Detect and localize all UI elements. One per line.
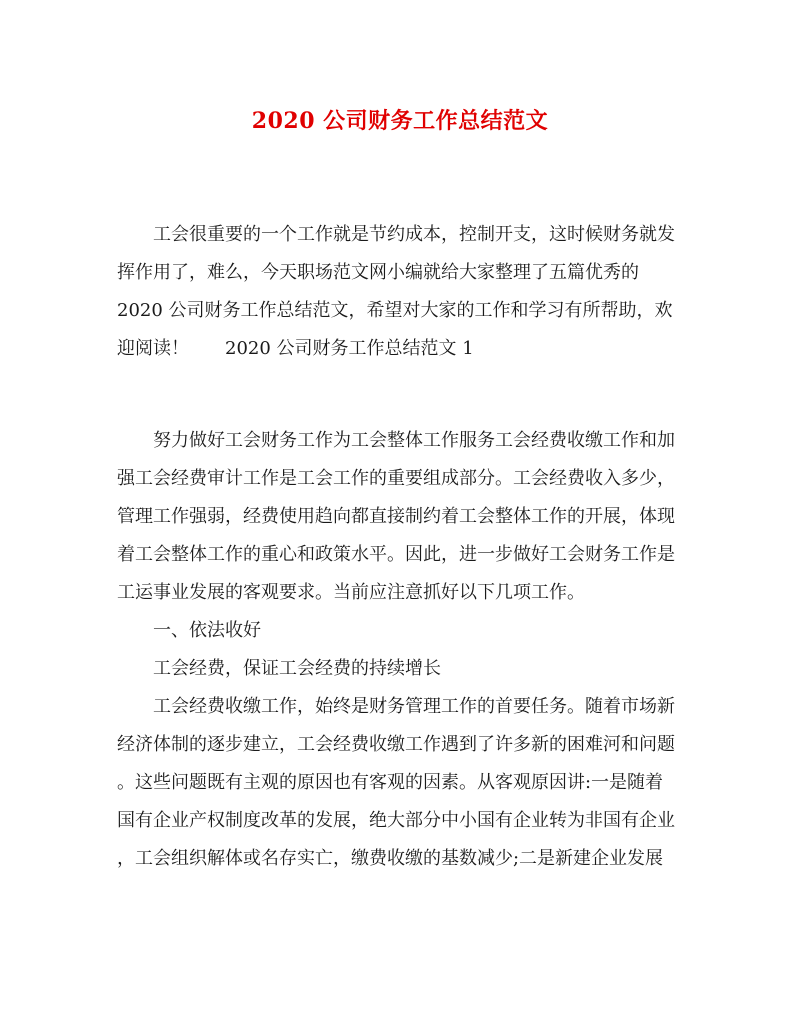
text-line — [117, 330, 697, 368]
text-line: 国有企业产权制度改革的发展，绝大部分中小国有企业转为非国有企业 — [117, 810, 675, 831]
document-title: 2020 公司财务工作总结范文 — [251, 108, 549, 134]
heading-1: 一、依法收好 — [153, 620, 261, 641]
paragraph-2 — [117, 422, 697, 878]
text-line: ，工会组织解体或名存实亡，缴费收缴的基数减少;二是新建企业发展 — [117, 848, 664, 869]
text-line: 着工会整体工作的重心和政策水平。因此，进一步做好工会财务工作是 — [117, 544, 675, 565]
heading-1-sub: 工会经费，保证工会经费的持续增长 — [153, 658, 441, 679]
section-title-1: 2020 公司财务工作总结范文 1 — [225, 338, 474, 359]
intro-last-text: 迎阅读！ — [117, 338, 189, 359]
text-line: 管理工作强弱，经费使用趋向都直接制约着工会整体工作的开展，体现 — [117, 506, 675, 527]
text-line: 强工会经费审计工作是工会工作的重要组成部分。工会经费收入多少， — [117, 468, 675, 489]
text-line: 经济体制的逐步建立，工会经费收缴工作遇到了许多新的困难河和问题 — [117, 734, 675, 755]
text-line: 挥作用了，难么，今天职场范文网小编就给大家整理了五篇优秀的 — [117, 262, 639, 283]
intro-paragraph — [117, 216, 697, 368]
text-line: 工会很重要的一个工作就是节约成本，控制开支，这时候财务就发 — [153, 224, 675, 245]
text-line: 努力做好工会财务工作为工会整体工作服务工会经费收缴工作和加 — [153, 430, 675, 451]
text-line: 工运事业发展的客观要求。当前应注意抓好以下几项工作。 — [117, 582, 585, 603]
text-line: 。这些问题既有主观的原因也有客观的因素。从客观原因讲:一是随着 — [117, 772, 664, 793]
text-line: 2020 公司财务工作总结范文，希望对大家的工作和学习有所帮助，欢 — [117, 300, 673, 321]
text-line: 工会经费收缴工作，始终是财务管理工作的首要任务。随着市场新 — [153, 696, 675, 717]
